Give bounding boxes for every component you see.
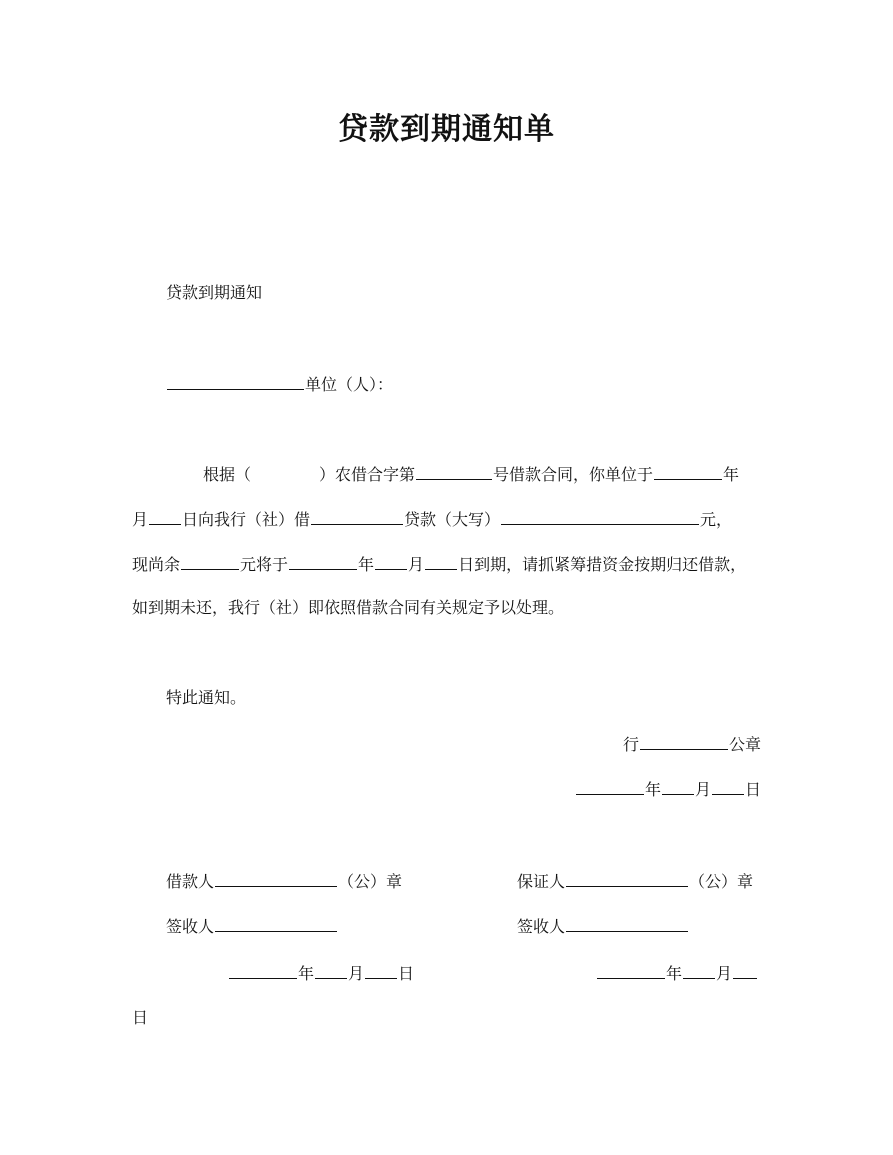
borrower-receiver-blank <box>215 915 337 932</box>
body-text: 年 <box>723 465 740 484</box>
date-text: 月 <box>694 780 711 799</box>
body-text: 元将于 <box>240 555 289 574</box>
guarantor-date-line <box>596 962 758 984</box>
guarantor-line <box>517 870 753 892</box>
guarantor-day-wrapped: 日 <box>132 1008 149 1027</box>
due-month-blank <box>375 553 407 570</box>
body-text: 贷款（大写） <box>404 510 501 529</box>
borrower-line <box>166 870 402 892</box>
borrower-receiver-line <box>166 915 338 937</box>
bank-day-blank <box>712 778 744 795</box>
borrower-month-blank <box>315 962 347 979</box>
date-text: 日 <box>744 780 761 799</box>
notice-subtitle: 贷款到期通知 <box>166 283 263 302</box>
date-text: 日 <box>398 964 415 983</box>
body-text: 元， <box>700 510 733 529</box>
guarantor-seal: （公）章 <box>689 872 754 891</box>
balance-blank <box>181 553 239 570</box>
borrower-blank <box>215 870 337 887</box>
guarantor-blank <box>566 870 688 887</box>
body-line-3 <box>132 553 746 575</box>
addressee-blank <box>167 373 304 390</box>
body-text: ）农借合字第 <box>319 465 416 484</box>
body-line-1 <box>203 463 739 485</box>
body-line-4: 如到期未还，我行（社）即依照借款合同有关规定予以处理。 <box>132 598 565 617</box>
due-year-blank <box>289 553 357 570</box>
addressee-suffix: 单位（人）： <box>305 375 394 394</box>
body-text: 日向我行（社）借 <box>182 510 311 529</box>
body-text: 月 <box>408 555 425 574</box>
bank-seal-prefix: 行 <box>622 735 639 754</box>
borrower-label: 借款人 <box>166 872 215 891</box>
loan-type-blank <box>311 508 403 525</box>
borrower-receiver-label: 签收人 <box>166 917 215 936</box>
bank-year-blank <box>576 778 644 795</box>
guarantor-receiver-label: 签收人 <box>517 917 566 936</box>
bank-name-blank <box>640 733 728 750</box>
date-text: 月 <box>348 964 365 983</box>
amount-blank <box>501 508 699 525</box>
date-text: 年 <box>298 964 315 983</box>
due-day-blank <box>425 553 457 570</box>
bank-date-line <box>575 778 761 800</box>
borrower-year-blank <box>229 962 297 979</box>
month-blank <box>149 508 181 525</box>
body-text: 月 <box>132 510 149 529</box>
bank-month-blank <box>662 778 694 795</box>
borrower-day-blank <box>365 962 397 979</box>
addressee-line <box>166 373 393 395</box>
guarantor-day-blank <box>733 962 757 979</box>
document-title: 贷款到期通知单 <box>338 112 555 147</box>
borrower-seal: （公）章 <box>338 872 403 891</box>
date-text: 年 <box>644 780 661 799</box>
borrower-date-line <box>228 962 414 984</box>
bank-seal-line <box>623 733 761 755</box>
body-text: 日到期，请抓紧筹措资金按期归还借款， <box>458 555 747 574</box>
guarantor-receiver-blank <box>566 915 688 932</box>
date-text: 年 <box>666 964 683 983</box>
closing-text: 特此通知。 <box>166 688 247 707</box>
guarantor-label: 保证人 <box>517 872 566 891</box>
guarantor-receiver-line <box>517 915 689 937</box>
body-text: 根据（ <box>203 465 252 484</box>
body-line-2 <box>132 508 732 530</box>
bank-seal-suffix: 公章 <box>728 735 761 754</box>
date-text: 月 <box>716 964 733 983</box>
body-text: 号借款合同，你单位于 <box>493 465 654 484</box>
guarantor-year-blank <box>597 962 665 979</box>
year-blank <box>654 463 722 480</box>
body-text: 年 <box>358 555 375 574</box>
guarantor-month-blank <box>683 962 715 979</box>
body-text: 现尚余 <box>132 555 181 574</box>
contract-number-blank <box>416 463 492 480</box>
